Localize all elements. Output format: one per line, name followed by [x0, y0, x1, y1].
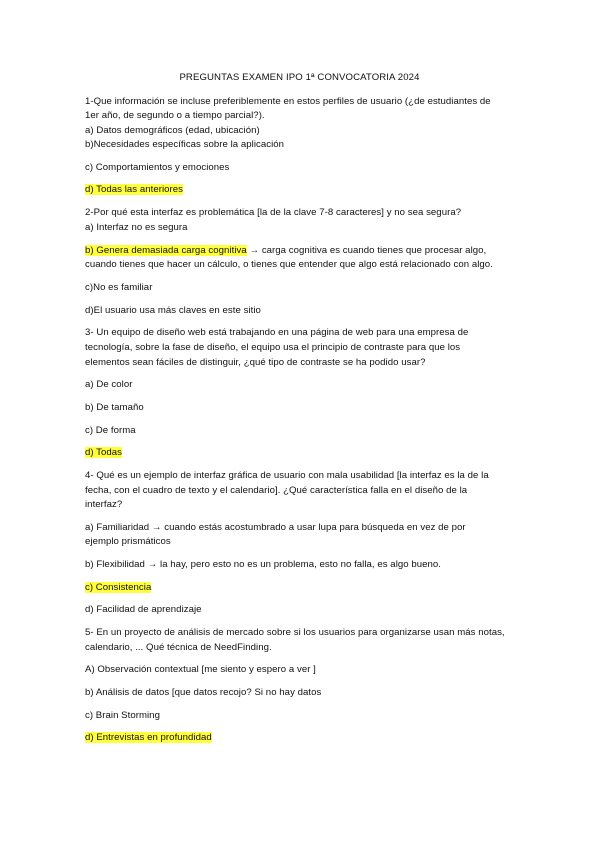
question-3-option-a: a) De color [85, 379, 133, 390]
question-4-option-d: d) Facilidad de aprendizaje [85, 604, 202, 615]
question-2-option-b-cont: cuando tienes que hacer un cálculo, o tienes que entender que algo está relacionado con algo. [85, 259, 493, 270]
question-3-option-b: b) De tamaño [85, 402, 144, 413]
question-2-text: 2-Por qué esta interfaz es problemática [la de la clave 7-8 caracteres] y no sea segura? [85, 207, 462, 218]
question-3-option-d-answer [85, 447, 122, 458]
question-3-text-cont: tecnología, sobre la fase de diseño, el equipo usa el principio de contraste para que los [85, 342, 461, 353]
question-5-text-cont: calendario, ... Qué técnica de NeedFinding. [85, 642, 272, 653]
question-1-text: 1-Que información se incluse preferiblemente en estos perfiles de usuario (¿de estudiantes de [85, 96, 491, 107]
question-5-option-a: A) Observación contextual [me siento y espero a ver ] [85, 664, 316, 675]
question-1-option-b: b)Necesidades específicas sobre la aplicación [85, 139, 285, 150]
question-2-option-b-answer [85, 245, 486, 256]
question-4-text: 4- Qué es un ejemplo de interfaz gráfica de usuario con mala usabilidad [la interfaz es la de la [85, 470, 489, 481]
answer-explanation: → carga cognitiva es cuando tienes que procesar algo, [246, 245, 487, 256]
question-4-option-a: a) Familiaridad → cuando estás acostumbrado a usar lupa para búsqueda en vez de por [85, 522, 466, 533]
question-1-option-d-answer [85, 184, 183, 195]
question-5-text: 5- En un proyecto de análisis de mercado sobre si los usuarios para organizarse usan más notas, [85, 627, 505, 638]
answer-highlight: d) Todas las anteriores [85, 184, 184, 195]
question-4-option-b: b) Flexibilidad → la hay, pero esto no es un problema, esto no falla, es algo bueno. [85, 559, 442, 570]
question-3-text-cont-2: elementos sean fáciles de distinguir, ¿qué tipo de contraste se ha podido usar? [85, 357, 426, 368]
question-5-option-b: b) Análisis de datos [que datos recojo? Si no hay datos [85, 687, 322, 698]
question-4-text-cont-2: interfaz? [85, 499, 123, 510]
question-2-option-d: d)El usuario usa más claves en este sitio [85, 305, 261, 316]
question-1-option-a: a) Datos demográficos (edad, ubicación) [85, 125, 260, 136]
question-1-text-cont: 1er año, de segundo o a tiempo parcial?). [85, 110, 265, 121]
question-1-option-c: c) Comportamientos y emociones [85, 162, 230, 173]
question-2-option-a: a) Interfaz no es segura [85, 222, 188, 233]
question-2-option-c: c)No es familiar [85, 282, 153, 293]
question-4-option-c-answer [85, 582, 151, 593]
answer-highlight: b) Genera demasiada carga cognitiva [85, 245, 247, 256]
document-title: PREGUNTAS EXAMEN IPO 1ª CONVOCATORIA 2024 [179, 72, 420, 83]
answer-highlight: c) Consistencia [85, 582, 152, 593]
question-4-text-cont: fecha, con el cuadro de texto y el calendario]. ¿Qué característica falla en el diseño de la [85, 485, 468, 496]
question-3-option-c: c) De forma [85, 425, 136, 436]
answer-highlight: d) Todas [85, 447, 123, 458]
question-5-option-c: c) Brain Storming [85, 710, 160, 721]
question-5-option-d-answer [85, 732, 212, 743]
question-4-option-a-cont: ejemplo prismáticos [85, 536, 171, 547]
answer-highlight: d) Entrevistas en profundidad [85, 732, 212, 743]
question-3-text: 3- Un equipo de diseño web está trabajando en una página de web para una empresa de [85, 327, 469, 338]
